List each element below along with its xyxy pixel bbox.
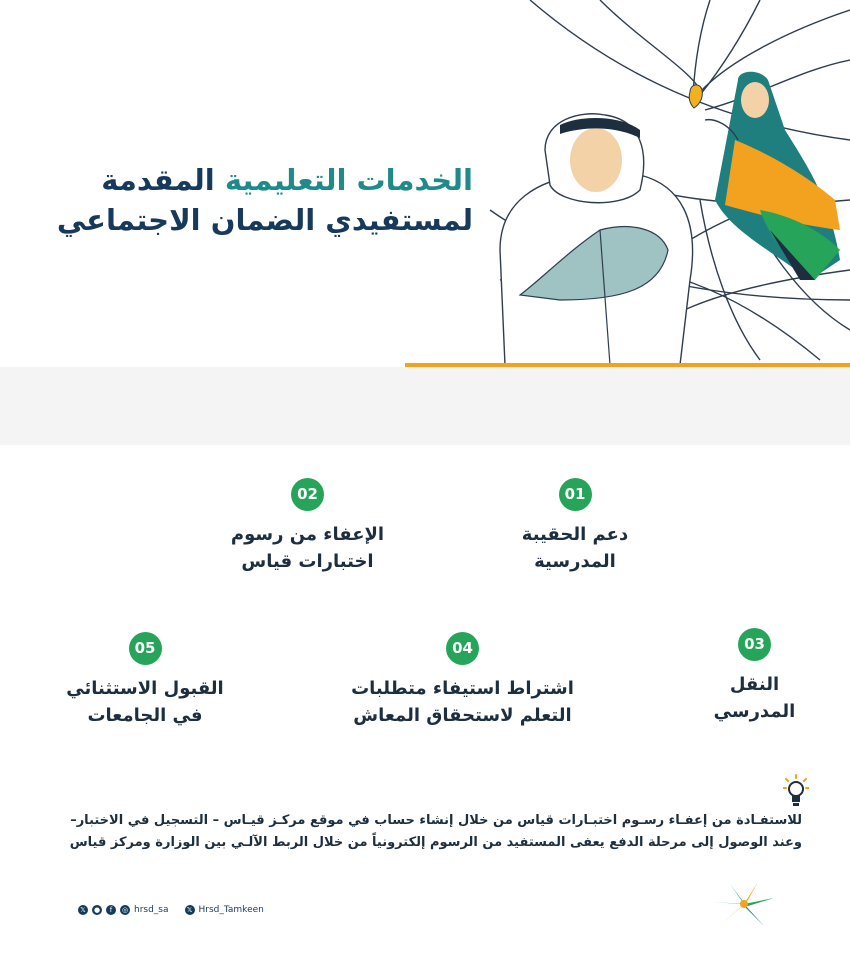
note-line-2: وعند الوصول إلى مرحلة الدفع يعفى المستفيد من الرسوم إلكترونياً من خلال الربط الآلـي بين الوزارة ومركز قياس — [69, 835, 802, 850]
social-footer — [78, 905, 264, 915]
title-line-1 — [57, 160, 473, 200]
hero-banner — [0, 0, 850, 366]
instagram-icon[interactable]: ◎ — [121, 906, 129, 914]
service-label: الإعفاء من رسوم اختبارات قياس — [230, 524, 385, 572]
x-icon[interactable]: 𝕏 — [185, 905, 195, 915]
ministry-logo — [712, 878, 776, 930]
service-label: القبول الاستثنائي في الجامعات — [66, 678, 224, 726]
facebook-icon[interactable]: f — [106, 905, 116, 915]
social-handle-tamkeen[interactable]: Hrsd_Tamkeen — [198, 905, 264, 915]
service-item-03 — [712, 628, 797, 725]
title-line-2: لمستفيدي الضمان الاجتماعي — [56, 203, 473, 237]
service-label: دعم الحقيبة المدرسية — [521, 524, 629, 572]
service-item-01 — [520, 478, 630, 575]
service-item-05 — [60, 632, 230, 729]
note-line-1: للاستفـادة من إعفـاء رسـوم اختبـارات قياس من خلال إنشاء حساب في موقع مركـز قيـاس – التسجيل في الاختبار– — [70, 813, 802, 828]
title-rest: المقدمة — [101, 163, 225, 197]
x-icon[interactable]: 𝕏 — [78, 905, 88, 915]
social-handle-main[interactable]: hrsd_sa — [134, 905, 169, 915]
note-text — [70, 810, 802, 854]
service-number-badge: 04 — [446, 632, 479, 665]
service-label: اشتراط استيفاء متطلبات التعلم لاستحقاق المعاش — [351, 678, 574, 726]
service-item-02 — [220, 478, 395, 575]
lightbulb-icon — [783, 774, 809, 808]
service-number-badge: 02 — [291, 478, 324, 511]
title-highlight: الخدمات التعليمية — [224, 163, 473, 197]
page-title — [57, 160, 473, 240]
service-number-badge: 03 — [738, 628, 771, 661]
service-number-badge: 05 — [129, 632, 162, 665]
service-number-badge: 01 — [559, 478, 592, 511]
grey-band — [0, 367, 850, 445]
service-item-04 — [345, 632, 580, 729]
snapchat-icon[interactable]: ● — [93, 906, 101, 914]
service-label: النقل المدرسي — [713, 674, 796, 722]
